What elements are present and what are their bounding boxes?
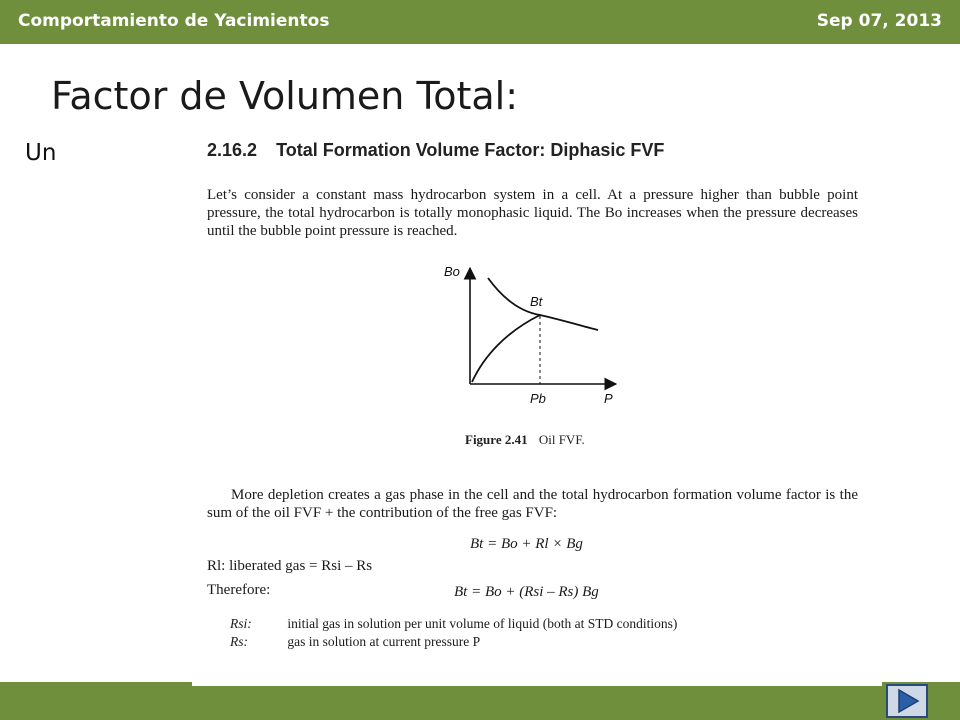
play-next-icon xyxy=(888,686,926,716)
paragraph-intro: Let’s consider a constant mass hydrocarbon system in a cell. At a pressure higher than bubble point pressure, the total hydrocarbon is totally monophasic liquid. The Bo increases when the pressure decreases until the bubble point pressure is reached. xyxy=(207,187,858,239)
footer-notch xyxy=(192,682,882,686)
y-axis-label: Bo xyxy=(444,264,460,279)
figure-caption xyxy=(465,432,585,448)
textbook-excerpt-image xyxy=(192,128,882,682)
footer-bar xyxy=(0,682,960,720)
rl-definition: Rl: liberated gas = Rsi – Rs xyxy=(207,558,373,574)
definition-text: initial gas in solution per unit volume of liquid (both at STD conditions) xyxy=(287,616,678,631)
therefore-label: Therefore: xyxy=(207,582,271,598)
x-axis-label: P xyxy=(604,391,613,406)
equation-bt-rsi: Bt = Bo + (Rsi – Rs) Bg xyxy=(454,584,599,600)
figure-caption-label: Figure 2.41 xyxy=(465,432,528,447)
slide-body-text: Un xyxy=(25,140,57,166)
header-bar xyxy=(0,0,960,44)
section-number: 2.16.2 xyxy=(207,140,258,160)
curve-label: Bt xyxy=(530,294,543,309)
next-slide-button[interactable] xyxy=(886,684,928,718)
equation-bt-rl: Bt = Bo + Rl × Bg xyxy=(470,536,583,552)
symbol-definitions xyxy=(230,616,677,652)
bo-rising-curve xyxy=(472,315,540,382)
bt-falling-curve xyxy=(488,278,598,330)
x-tick-label: Pb xyxy=(530,391,546,406)
definition-row xyxy=(230,634,677,652)
course-title: Comportamiento de Yacimientos xyxy=(18,11,330,31)
slide-date: Sep 07, 2013 xyxy=(816,11,942,31)
section-heading xyxy=(207,140,664,161)
definition-text: gas in solution at current pressure P xyxy=(287,634,481,649)
figure-caption-text: Oil FVF. xyxy=(538,432,585,447)
definition-symbol: Rs: xyxy=(230,634,248,649)
definition-symbol: Rsi: xyxy=(230,616,252,631)
oil-fvf-figure xyxy=(422,256,622,416)
definition-row xyxy=(230,616,677,634)
slide-title: Factor de Volumen Total: xyxy=(51,74,519,118)
section-title: Total Formation Volume Factor: Diphasic FVF xyxy=(276,140,665,160)
paragraph-depletion: More depletion creates a gas phase in the cell and the total hydrocarbon formation volume factor is the sum of the oil FVF + the contribution of the free gas FVF: xyxy=(207,487,858,521)
